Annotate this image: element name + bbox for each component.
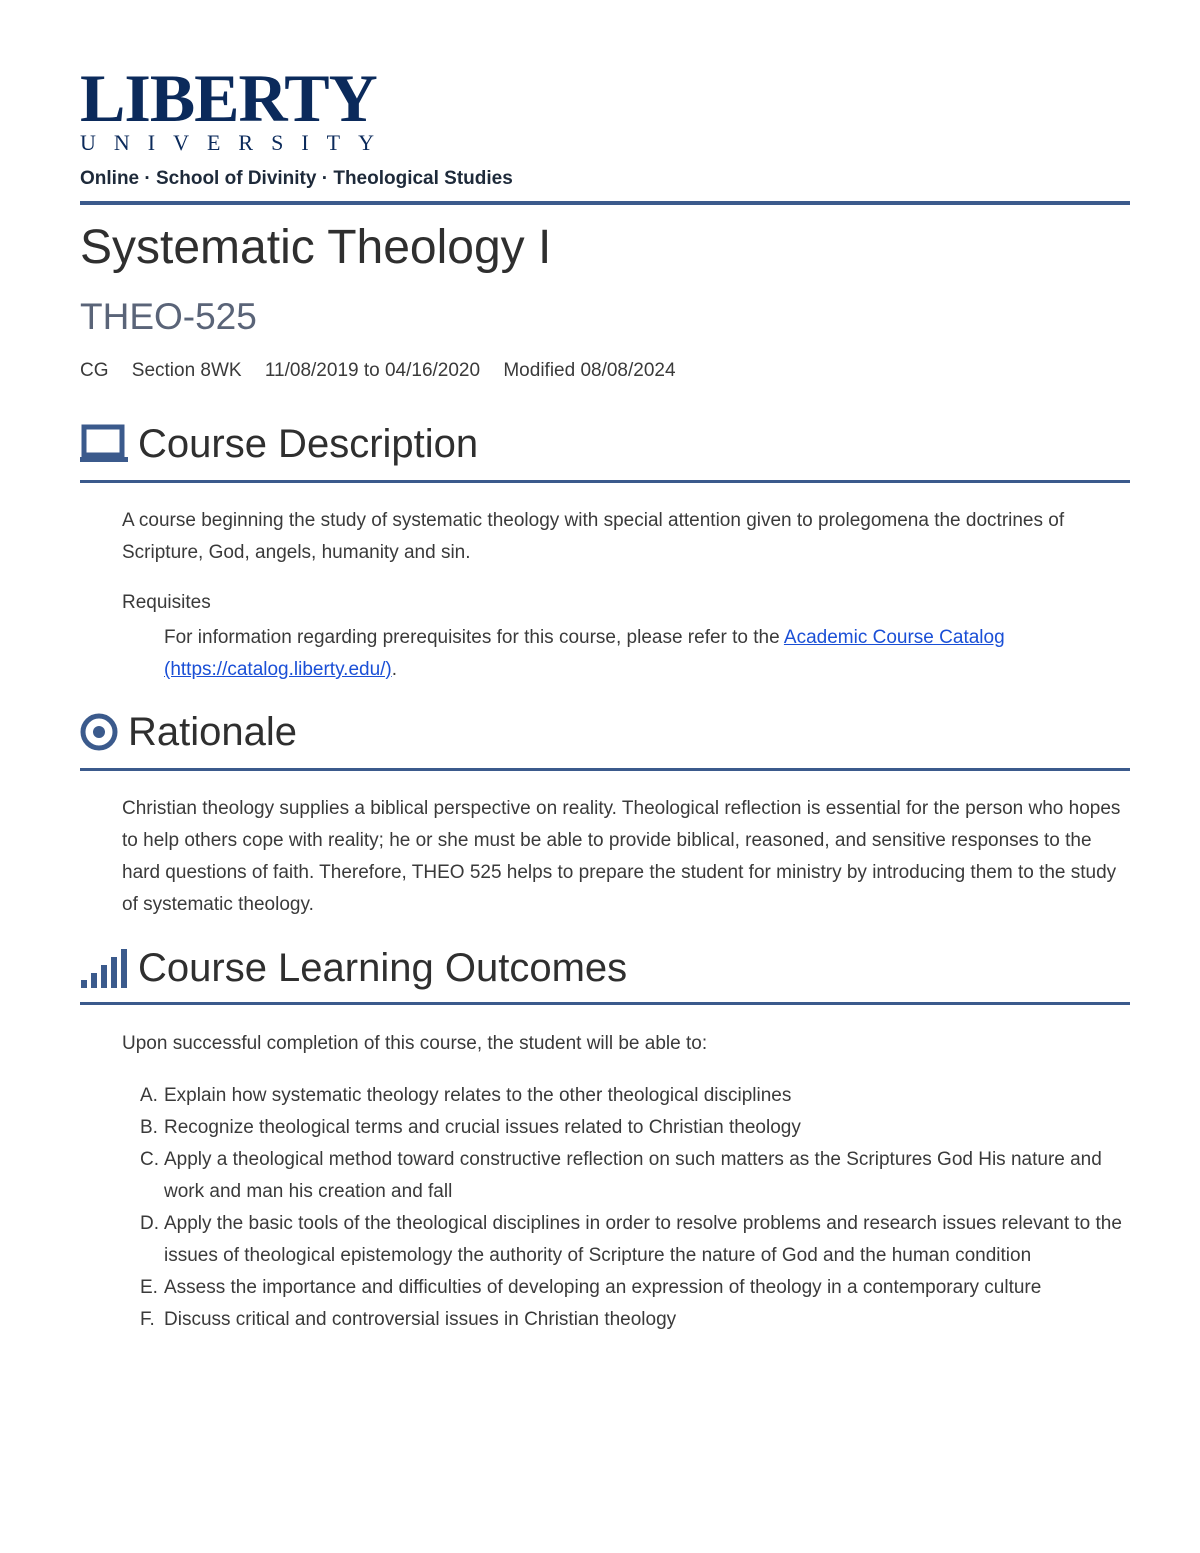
outcomes-intro: Upon successful completion of this course, the student will be able to: [122, 1033, 708, 1054]
course-type: CG [80, 360, 109, 381]
list-item [140, 1112, 1124, 1144]
requisites-label: Requisites [122, 592, 211, 613]
list-item-text: Assess the importance and difficulties of developing an expression of theology in a contemporary culture [164, 1277, 1042, 1298]
course-section: Section 8WK [131, 360, 242, 381]
course-code: THEO-525 [80, 296, 257, 337]
list-marker: C. [140, 1149, 159, 1170]
requisites-end: . [391, 659, 398, 680]
course-meta [80, 360, 694, 382]
logo-subtitle: UNIVERSITY [80, 130, 392, 155]
course-title: Systematic Theology I [80, 221, 552, 274]
list-marker: E. [140, 1277, 158, 1298]
list-item-text: Recognize theological terms and crucial issues related to Christian theology [164, 1117, 801, 1138]
section-divider [80, 480, 1130, 483]
list-item-text: Apply the basic tools of the theological disciplines in order to resolve problems and research issues relevant to the issues of theological epistemology the authority of Scripture the nature of God and the human condition [164, 1213, 1122, 1266]
laptop-icon [80, 420, 128, 468]
catalog-link[interactable]: Academic Course Catalog (https://catalog.liberty.edu/) [164, 627, 1005, 680]
university-logo [80, 60, 392, 155]
section-title: Course Learning Outcomes [138, 945, 628, 990]
list-item [140, 1208, 1124, 1272]
list-item [140, 1304, 1124, 1336]
requisites-body: For information regarding prerequisites for this course, please refer to the [164, 627, 784, 648]
target-icon [80, 708, 118, 756]
rationale-text: Christian theology supplies a biblical perspective on reality. Theological reflection is essential for the person who hopes to help others cope with reality; he or she must be able to provide biblical, reasoned, and sensitive responses to the hard questions of faith. Therefore, THEO 525 helps to prepare the student for ministry by introducing them to the study of systematic theology. [122, 798, 1121, 915]
program-breadcrumb: Online · School of Divinity · Theological Studies [80, 168, 513, 189]
section-heading-outcomes [80, 944, 627, 992]
list-item-text: Apply a theological method toward constructive reflection on such matters as the Scriptures God His nature and work and man his creation and fall [164, 1149, 1102, 1202]
list-marker: D. [140, 1213, 159, 1234]
requisites-text [164, 622, 1124, 686]
course-modified: Modified 08/08/2024 [503, 360, 676, 381]
list-item-text: Explain how systematic theology relates to the other theological disciplines [164, 1085, 792, 1106]
outcomes-list [140, 1080, 1124, 1336]
list-marker: A. [140, 1085, 158, 1106]
section-title: Rationale [128, 709, 298, 754]
list-item [140, 1080, 1124, 1112]
list-item [140, 1144, 1124, 1208]
header-divider [80, 201, 1130, 205]
section-heading-description [80, 420, 478, 468]
signal-bars-icon [80, 944, 128, 992]
section-divider [80, 768, 1130, 771]
list-marker: F. [140, 1309, 155, 1330]
list-marker: B. [140, 1117, 158, 1138]
list-item-text: Discuss critical and controversial issues in Christian theology [164, 1309, 677, 1330]
course-description-text: A course beginning the study of systematic theology with special attention given to prolegomena the doctrines of Scripture, God, angels, humanity and sin. [122, 510, 1065, 563]
logo-wordmark: LIBERTY [80, 60, 377, 136]
section-divider [80, 1002, 1130, 1005]
section-title: Course Description [138, 421, 479, 466]
list-item [140, 1272, 1124, 1304]
course-dates: 11/08/2019 to 04/16/2020 [264, 360, 481, 381]
section-heading-rationale [80, 708, 297, 756]
